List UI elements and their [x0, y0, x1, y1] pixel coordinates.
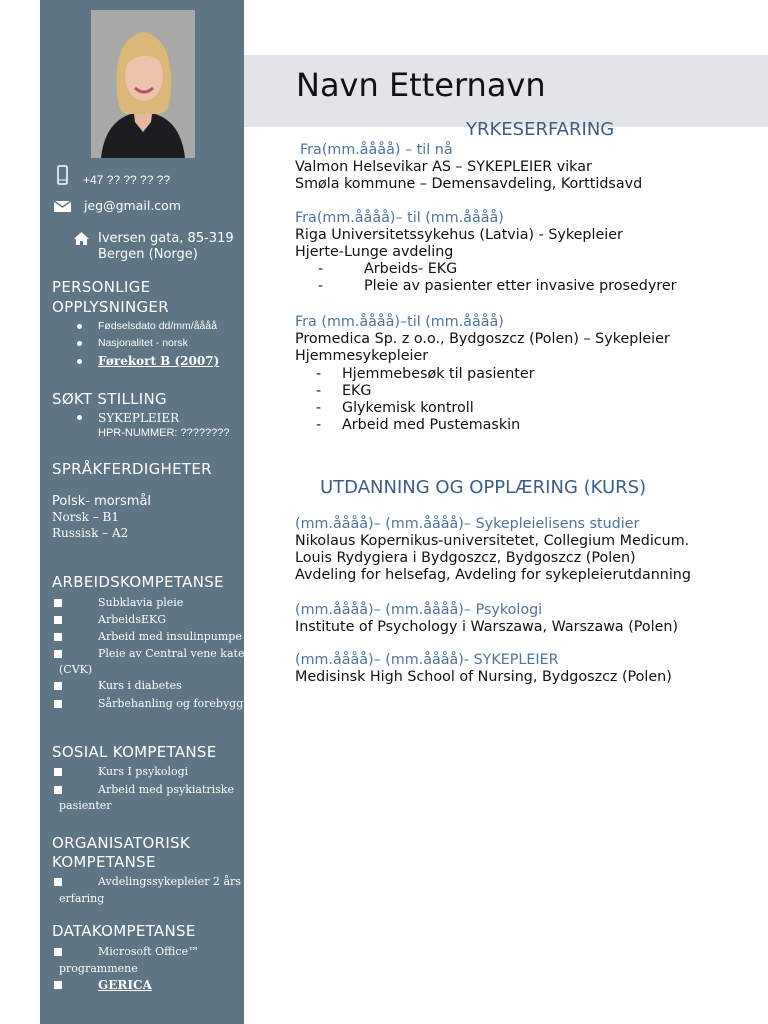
- bullet-dash: -: [318, 278, 324, 294]
- org-skills-heading-1: ORGANISATORISK: [52, 834, 191, 852]
- job-line: Promedica Sp. z o.o., Bydgoszcz (Polen) – Sykepleier: [295, 331, 670, 347]
- edu-date: (mm.åååå)– (mm.åååå)– Sykepleielisens studier: [295, 516, 640, 532]
- personal-item: Nasjonalitet - norsk: [98, 337, 188, 349]
- personal-heading-1: PERSONLIGE: [52, 278, 151, 296]
- bullet-dash: -: [316, 383, 322, 399]
- phone-icon: [57, 165, 68, 185]
- profile-photo: [91, 10, 195, 158]
- edu-line: Avdeling for helsefag, Avdeling for sykepleierutdanning: [295, 567, 691, 583]
- social-skill-item-cont: pasienter: [59, 799, 112, 812]
- work-skill-item: Arbeid med insulinpumpe: [98, 630, 242, 643]
- bullet-square-icon: [54, 700, 62, 708]
- social-skills-heading: SOSIAL KOMPETANSE: [52, 743, 217, 761]
- personal-heading-2: OPPLYSNINGER: [52, 298, 169, 316]
- bullet-square-icon: [54, 768, 62, 776]
- job-line: Hjerte-Lunge avdeling: [295, 244, 454, 260]
- education-heading: UTDANNING OG OPPLÆRING (KURS): [320, 477, 647, 498]
- position-item: SYKEPLEIER: [98, 411, 180, 425]
- sidebar: [40, 0, 261, 1024]
- job-line: Riga Universitetssykehus (Latvia) - Sykepleier: [295, 227, 623, 243]
- edu-date: (mm.åååå)– (mm.åååå)- SYKEPLEIER: [295, 652, 559, 668]
- bullet-dash: -: [316, 400, 322, 416]
- bullet-square-icon: [54, 878, 62, 886]
- org-skill-item-cont: erfaring: [59, 892, 105, 905]
- email-address[interactable]: jeg@gmail.com: [84, 198, 181, 213]
- bullet-dot-icon: [77, 415, 82, 420]
- work-skill-item: ArbeidsEKG: [98, 613, 166, 626]
- work-skill-item: Subklavia pleie: [98, 596, 184, 609]
- bullet-square-icon: [54, 948, 62, 956]
- language-item: Russisk – A2: [52, 526, 129, 540]
- phone-number: +47 ?? ?? ?? ??: [83, 173, 171, 187]
- job-line: Hjemmesykepleier: [295, 348, 429, 364]
- experience-heading: YRKESERFARING: [466, 119, 615, 140]
- job-bullet: Pleie av pasienter etter invasive prosedyrer: [364, 278, 677, 294]
- job-bullet: Hjemmebesøk til pasienter: [342, 366, 535, 382]
- email-icon: [54, 201, 71, 212]
- bullet-square-icon: [54, 682, 62, 690]
- work-skill-item: Pleie av Central vene kateter: [98, 647, 261, 660]
- address-line1: Iversen gata, 85-319: [98, 231, 234, 246]
- job-line: Valmon Helsevikar AS – SYKEPLEIER vikar: [295, 159, 592, 175]
- bullet-dash: -: [316, 417, 322, 433]
- work-skills-heading: ARBEIDSKOMPETANSE: [52, 573, 224, 591]
- edu-line: Nikolaus Kopernikus-universitetet, Collegium Medicum.: [295, 533, 690, 549]
- language-item: Norsk – B1: [52, 510, 119, 524]
- work-skill-item: Kurs i diabetes: [98, 679, 182, 692]
- languages-heading: SPRÅKFERDIGHETER: [52, 460, 212, 478]
- social-skill-item: Arbeid med psykiatriske: [98, 783, 234, 796]
- personal-item-link[interactable]: Førekort B (2007): [98, 354, 220, 368]
- bullet-square-icon: [54, 616, 62, 624]
- job-date: Fra(mm.åååå)– til (mm.åååå): [295, 210, 504, 226]
- edu-date: (mm.åååå)– (mm.åååå)– Psykologi: [295, 602, 543, 618]
- org-skills-heading-2: KOMPETANSE: [52, 853, 156, 871]
- job-bullet: Glykemisk kontroll: [342, 400, 474, 416]
- bullet-dot-icon: [77, 359, 82, 364]
- edu-line: Louis Rydygiera i Bydgoszcz, Bydgoszcz (Polen): [295, 550, 636, 566]
- bullet-square-icon: [54, 599, 62, 607]
- position-heading: SØKT STILLING: [52, 390, 167, 408]
- language-item: Polsk- morsmål: [52, 494, 152, 509]
- home-icon: [74, 232, 89, 245]
- job-bullet: Arbeid med Pustemaskin: [342, 417, 521, 433]
- org-skill-item: Avdelingssykepleier 2 års: [98, 875, 241, 888]
- bullet-dash: -: [318, 261, 324, 277]
- bullet-dash: -: [316, 366, 322, 382]
- edu-line: Medisinsk High School of Nursing, Bydgoszcz (Polen): [295, 669, 672, 685]
- job-bullet: Arbeids- EKG: [364, 261, 458, 277]
- bullet-square-icon: [54, 981, 62, 989]
- social-skill-item: Kurs I psykologi: [98, 765, 189, 778]
- data-skill-item: Microsoft Office™: [98, 945, 200, 958]
- data-skill-item-cont: programmene: [59, 962, 138, 975]
- work-skill-item: Sårbehanling og forebygging: [98, 697, 261, 710]
- bullet-dot-icon: [77, 341, 82, 346]
- job-date: Fra (mm.åååå)–til (mm.åååå): [295, 314, 504, 330]
- work-skill-item-cont: (CVK): [59, 663, 93, 676]
- address-line2: Bergen (Norge): [98, 247, 198, 262]
- bullet-square-icon: [54, 786, 62, 794]
- data-skills-heading: DATAKOMPETANSE: [52, 922, 196, 940]
- page-title: Navn Etternavn: [296, 66, 546, 104]
- edu-line: Institute of Psychology i Warszawa, Warszawa (Polen): [295, 619, 679, 635]
- job-bullet: EKG: [342, 383, 372, 399]
- data-skill-link[interactable]: GERICA: [98, 978, 152, 992]
- bullet-dot-icon: [77, 324, 82, 329]
- job-line: Smøla kommune – Demensavdeling, Korttidsavd: [295, 176, 643, 192]
- job-date: Fra(mm.åååå) – til nå: [300, 142, 453, 158]
- bullet-square-icon: [54, 633, 62, 641]
- hpr-number: HPR-NUMMER: ????????: [98, 427, 230, 439]
- personal-item: Fødselsdato dd/mm/åååå: [98, 320, 218, 332]
- bullet-square-icon: [54, 650, 62, 658]
